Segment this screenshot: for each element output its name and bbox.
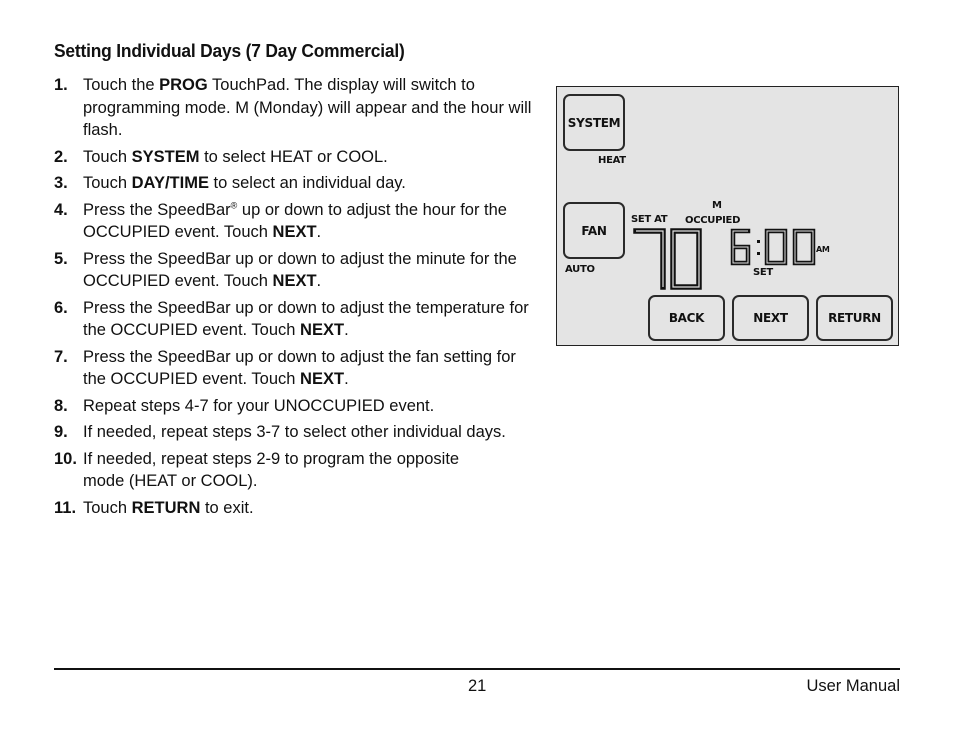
section-heading: Setting Individual Days (7 Day Commercial) bbox=[54, 40, 405, 61]
set-at-label: SET AT bbox=[631, 214, 668, 225]
back-button[interactable]: BACK bbox=[648, 295, 725, 341]
manual-title: User Manual bbox=[806, 677, 900, 695]
step-4: 4. Press the SpeedBar® up or down to adjust the hour for the OCCUPIED event. Touch NEXT. bbox=[54, 200, 507, 241]
thermostat-display bbox=[556, 86, 899, 346]
temperature-value: 70 bbox=[633, 227, 635, 228]
steps-list bbox=[54, 74, 534, 519]
step-7: 7. Press the SpeedBar up or down to adjust the fan setting for the OCCUPIED event. Touch NEXT. bbox=[54, 347, 516, 388]
day-indicator: M bbox=[712, 200, 722, 211]
step-8: 8. Repeat steps 4-7 for your UNOCCUPIED event. bbox=[54, 396, 435, 415]
step-11: 11. Touch RETURN to exit. bbox=[54, 498, 254, 517]
page-number: 21 bbox=[468, 677, 487, 695]
time-value: 6:00 bbox=[730, 228, 732, 229]
step-5: 5. Press the SpeedBar up or down to adjust the minute for the OCCUPIED event. Touch NEXT. bbox=[54, 249, 517, 290]
temperature-display bbox=[633, 227, 703, 291]
return-button[interactable]: RETURN bbox=[816, 295, 893, 341]
time-display bbox=[730, 228, 820, 266]
step-6: 6. Press the SpeedBar up or down to adjust the temperature for the OCCUPIED event. Touch NEXT. bbox=[54, 298, 529, 339]
footer-divider bbox=[54, 668, 900, 670]
step-10: 10. If needed, repeat steps 2-9 to program the opposite mode (HEAT or COOL). bbox=[54, 449, 460, 490]
system-mode-label: HEAT bbox=[598, 155, 626, 166]
am-pm-indicator: AM bbox=[816, 245, 830, 254]
step-9: 9. If needed, repeat steps 3-7 to select other individual days. bbox=[54, 423, 506, 441]
occupied-label: OCCUPIED bbox=[685, 215, 741, 226]
next-button[interactable]: NEXT bbox=[732, 295, 809, 341]
step-3: 3. Touch DAY/TIME to select an individual day. bbox=[54, 174, 406, 192]
fan-button[interactable]: FAN bbox=[563, 202, 625, 259]
system-button[interactable]: SYSTEM bbox=[563, 94, 625, 151]
step-1: 1. Touch the PROG TouchPad. The display will switch to programming mode. M (Monday) will appear and the hour will flash. bbox=[54, 76, 532, 139]
step-2: 2. Touch SYSTEM to select HEAT or COOL. bbox=[54, 147, 388, 166]
set-label: SET bbox=[753, 267, 773, 278]
fan-mode-label: AUTO bbox=[565, 264, 595, 275]
